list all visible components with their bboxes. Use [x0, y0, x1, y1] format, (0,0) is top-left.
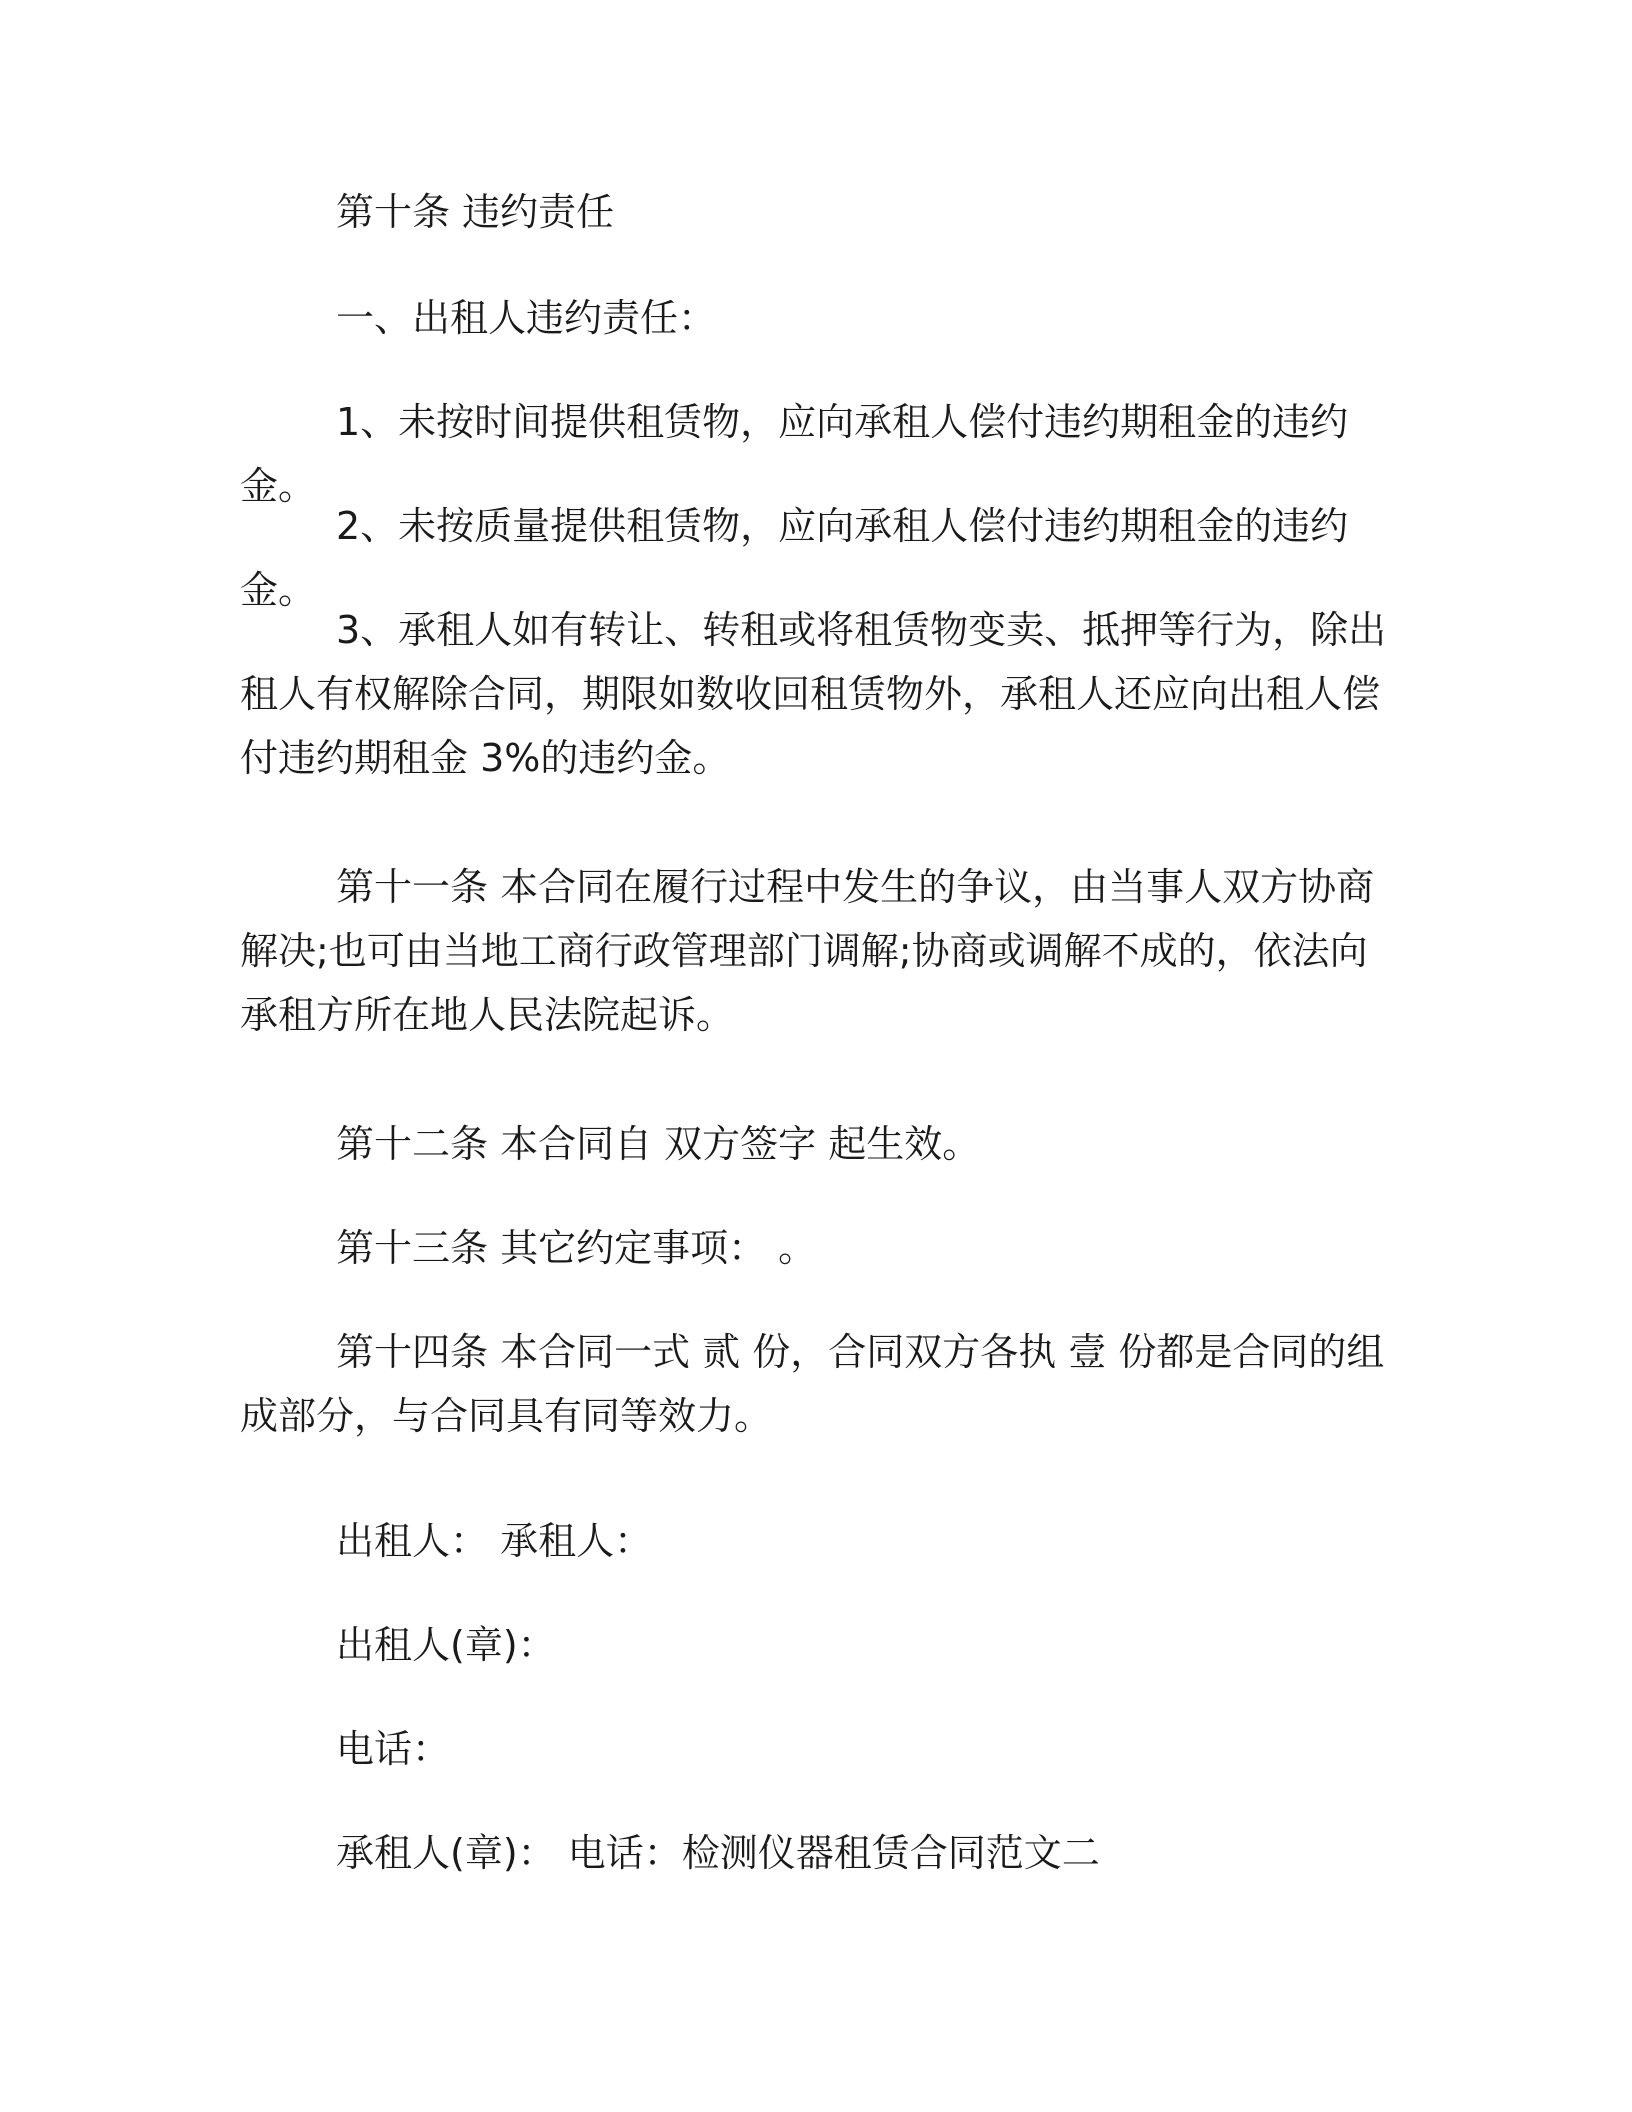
- lessor-liability-heading: 一、出租人违约责任：: [336, 296, 717, 340]
- clause-3: 3、承租人如有转让、转租或将租赁物变卖、抵押等行为，除出租人有权解除合同，期限如数收回租赁物外，承租人还应向出租人偿付违约期租金 3%的违约金。: [240, 608, 1387, 780]
- clause-1: 1、未按时间提供租赁物，应向承租人偿付违约期租金的违约金。: [240, 400, 1349, 508]
- lessee-seal-phone: 承租人(章)： 电话：检测仪器租赁合同范文二: [336, 1831, 1100, 1875]
- article-12: 第十二条 本合同自 双方签字 起生效。: [336, 1122, 981, 1166]
- article-13: 第十三条 其它约定事项： 。: [336, 1226, 817, 1270]
- article-10-title: 第十条 违约责任: [336, 190, 615, 234]
- article-11: 第十一条 本合同在履行过程中发生的争议，由当事人双方协商解决;也可由当地工商行政管理部门调解;协商或调解不成的，依法向承租方所在地人民法院起诉。: [240, 865, 1375, 1037]
- clause-2: 2、未按质量提供租赁物，应向承租人偿付违约期租金的违约金。: [240, 504, 1349, 612]
- phone-line: 电话：: [336, 1727, 451, 1771]
- lessor-seal: 出租人(章)：: [336, 1623, 556, 1667]
- article-14: 第十四条 本合同一式 贰 份，合同双方各执 壹 份都是合同的组成部分，与合同具有同等效力。: [240, 1330, 1385, 1438]
- signature-parties: 出租人： 承租人：: [336, 1519, 653, 1563]
